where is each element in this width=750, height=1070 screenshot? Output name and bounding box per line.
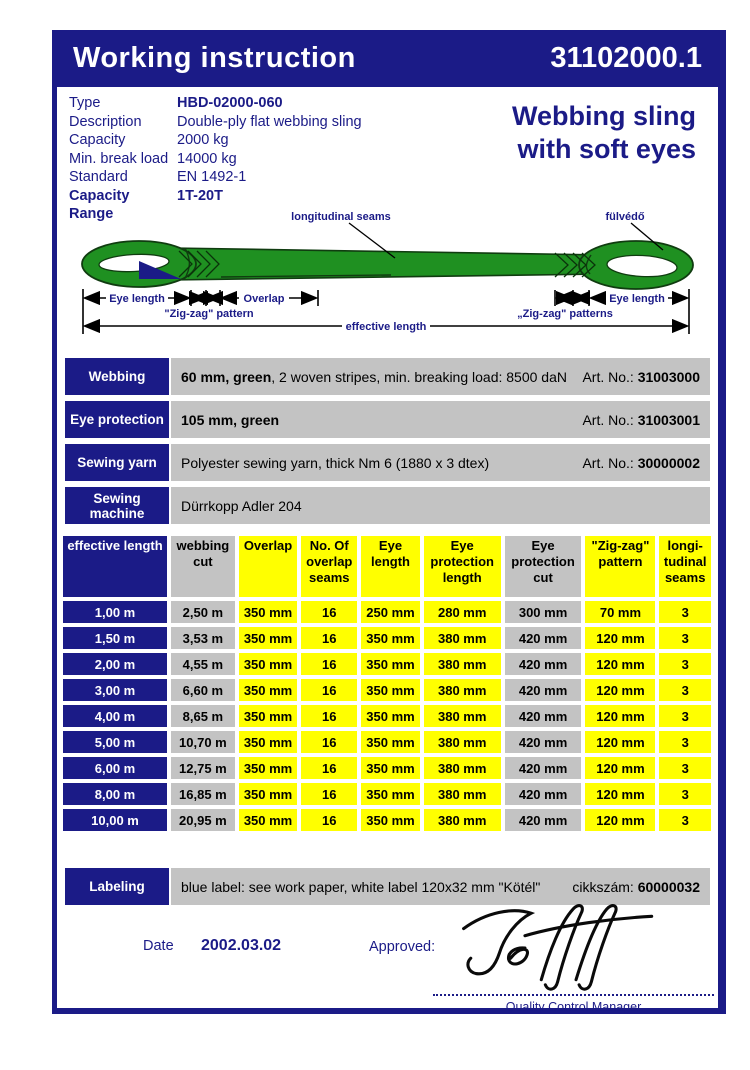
table-cell: 350 mm [361, 705, 420, 727]
table-cell: 420 mm [505, 705, 582, 727]
info-row [69, 150, 449, 169]
table-cell: 10,70 m [171, 731, 235, 753]
label-eye-length-right: Eye length [609, 293, 665, 305]
spec-row [65, 444, 710, 481]
table-cell: 4,55 m [171, 653, 235, 675]
table-cell: 6,60 m [171, 679, 235, 701]
label-zigzag-left: "Zig-zag" pattern [164, 308, 254, 320]
table-cell: 350 mm [239, 601, 298, 623]
table-cell: 350 mm [239, 627, 298, 649]
table-cell: 350 mm [239, 757, 298, 779]
table-cell: 120 mm [585, 757, 655, 779]
table-cell: 3 [659, 783, 711, 805]
table-cell: 16 [301, 679, 357, 701]
sling-diagram-svg [59, 206, 715, 348]
spec-row [65, 358, 710, 395]
spec-label: Sewing machine [65, 487, 169, 524]
product-info-list [69, 94, 449, 224]
table-cell: 16 [301, 783, 357, 805]
table-cell: 2,50 m [171, 601, 235, 623]
table-cell: 420 mm [505, 627, 582, 649]
table-cell: 3 [659, 679, 711, 701]
table-cell: 120 mm [585, 679, 655, 701]
spec-body [171, 487, 710, 524]
spec-art-no: 30000002 [637, 454, 700, 471]
table-cell: 380 mm [424, 679, 501, 701]
table-cell: 3,00 m [63, 679, 167, 701]
header [57, 30, 718, 87]
header-line: effective length [67, 538, 163, 553]
header-line: pattern [598, 554, 643, 569]
label-fulvedo: fülvédő [605, 211, 645, 223]
table-cell: 350 mm [239, 731, 298, 753]
table-cell: 380 mm [424, 705, 501, 727]
info-row [69, 94, 449, 113]
header-line: Eye [450, 538, 474, 553]
table-cell: 2,00 m [63, 653, 167, 675]
info-row [69, 131, 449, 150]
table-header-row [63, 536, 711, 597]
table-cell: 16 [301, 809, 357, 831]
table-cell: 3 [659, 731, 711, 753]
table-cell: 280 mm [424, 601, 501, 623]
table-cell: 4,00 m [63, 705, 167, 727]
table-cell: 3,53 m [171, 627, 235, 649]
table-cell: 120 mm [585, 731, 655, 753]
info-label: Capacity Range [69, 187, 130, 222]
label-zigzag-right: „Zig-zag" patterns [517, 308, 613, 320]
table-cell: 10,00 m [63, 809, 167, 831]
header-line: length [442, 570, 482, 585]
spec-desc [181, 369, 582, 385]
table-cell: 16 [301, 627, 357, 649]
spec-art-label: Art. No.: [582, 411, 638, 428]
table-cell: 350 mm [361, 783, 420, 805]
spec-label: Webbing [65, 358, 169, 395]
header-line: overlap [306, 554, 353, 569]
table-cell: 120 mm [585, 809, 655, 831]
table-row [63, 757, 711, 779]
table-cell: 380 mm [424, 757, 501, 779]
info-value: HBD-02000-060 [177, 95, 283, 111]
table-cell: 6,00 m [63, 757, 167, 779]
label-eye-length-left: Eye length [109, 293, 165, 305]
table-row [63, 601, 711, 623]
spec-art-label: Art. No.: [582, 454, 638, 471]
spec-body [171, 444, 710, 481]
info-value: 1T-20T [177, 187, 223, 204]
header-line: longi- [667, 538, 703, 553]
label-overlap: Overlap [243, 293, 285, 305]
spec-art-no: 31003000 [637, 368, 700, 385]
signature-line [433, 994, 714, 996]
document-frame [52, 30, 726, 1014]
table-cell: 380 mm [424, 809, 501, 831]
table-cell: 350 mm [239, 783, 298, 805]
table-cell: 8,65 m [171, 705, 235, 727]
date-value: 2002.03.02 [201, 937, 282, 954]
table-cell: 300 mm [505, 601, 582, 623]
webbing-band-graphic [82, 241, 693, 289]
table-cell: 3 [659, 809, 711, 831]
table-row [63, 679, 711, 701]
table-cell: 16 [301, 705, 357, 727]
spec-label: Eye protection [65, 401, 169, 438]
info-label: Min. break load [69, 150, 169, 167]
spec-desc-rest: , 2 woven stripes, min. breaking load: 8500 daN [271, 368, 567, 385]
table-cell: 5,00 m [63, 731, 167, 753]
spec-desc-rest: Polyester sewing yarn, thick Nm 6 (1880 x 3 dtex) [181, 454, 490, 471]
table-header-cell [424, 536, 501, 597]
table-cell: 420 mm [505, 653, 582, 675]
signature-strokes [464, 906, 652, 990]
header-line: "Zig-zag" [591, 538, 650, 553]
spec-body [171, 358, 710, 395]
table-cell: 1,50 m [63, 627, 167, 649]
table-cell: 350 mm [361, 757, 420, 779]
header-line: cut [193, 554, 213, 569]
labeling-desc: blue label: see work paper, white label 120x32 mm "Kötél" [181, 878, 541, 895]
table-cell: 420 mm [505, 809, 582, 831]
product-title-line1: Webbing sling [512, 101, 696, 131]
info-section [69, 94, 708, 224]
table-header-cell [301, 536, 357, 597]
table-cell: 8,00 m [63, 783, 167, 805]
header-line: protection [430, 554, 494, 569]
table-cell: 350 mm [239, 809, 298, 831]
table-cell: 120 mm [585, 783, 655, 805]
table-cell: 16 [301, 653, 357, 675]
table-row [63, 783, 711, 805]
table-cell: 16,85 m [171, 783, 235, 805]
labeling-body [171, 868, 710, 905]
product-title-line2: with soft eyes [517, 134, 696, 164]
table-cell: 420 mm [505, 679, 582, 701]
table-cell: 20,95 m [171, 809, 235, 831]
signature [449, 902, 699, 994]
table-cell: 350 mm [361, 679, 420, 701]
table-cell: 70 mm [585, 601, 655, 623]
table-cell: 350 mm [361, 627, 420, 649]
table-cell: 16 [301, 731, 357, 753]
labeling-art: cikkszám: 60000032 [572, 878, 700, 895]
doc-number: 31102000.1 [550, 42, 702, 74]
table-cell: 380 mm [424, 731, 501, 753]
table-cell: 16 [301, 601, 357, 623]
signer-role: Quality Control Manager [505, 1000, 642, 1014]
spec-desc [181, 455, 582, 471]
info-value: 14000 kg [177, 150, 237, 167]
spec-desc-bold: 105 mm, green [181, 411, 280, 428]
table-cell: 3 [659, 627, 711, 649]
table-cell: 3 [659, 601, 711, 623]
table-cell: 3 [659, 653, 711, 675]
approved-label: Approved: [369, 939, 436, 955]
header-line: Eye [378, 538, 403, 553]
table-cell: 120 mm [585, 705, 655, 727]
header-line: Eye [531, 538, 555, 553]
table-cell: 350 mm [361, 731, 420, 753]
table-row [63, 627, 711, 649]
info-label: Type [69, 95, 101, 111]
info-value: EN 1492-1 [177, 169, 247, 185]
spec-art-label: Art. No.: [582, 368, 638, 385]
info-label: Standard [69, 169, 128, 185]
product-title [449, 94, 708, 224]
table-cell: 350 mm [239, 679, 298, 701]
info-label: Description [69, 113, 142, 130]
spec-desc [181, 412, 582, 428]
info-value: 2000 kg [177, 132, 229, 148]
footer [57, 908, 718, 1012]
spec-desc-rest: Dürrkopp Adler 204 [181, 497, 302, 514]
table-header-cell [505, 536, 582, 597]
header-line: seams [664, 570, 706, 585]
table-cell: 16 [301, 757, 357, 779]
header-line: seams [309, 570, 350, 585]
table-cell: 350 mm [361, 653, 420, 675]
table-row [63, 809, 711, 831]
header-line: Overlap [243, 538, 293, 553]
table-cell: 350 mm [361, 809, 420, 831]
spec-art-no: 31003001 [637, 411, 700, 428]
header-line: tudinal [663, 554, 707, 569]
table-cell: 1,00 m [63, 601, 167, 623]
table-cell: 350 mm [239, 705, 298, 727]
labeling-label: Labeling [65, 868, 169, 905]
date-label: Date [143, 938, 174, 954]
spec-art [582, 455, 700, 471]
header-line: length [370, 554, 410, 569]
table-cell: 120 mm [585, 653, 655, 675]
table-header-cell [171, 536, 235, 597]
label-effective-length: effective length [345, 321, 427, 333]
table-cell: 380 mm [424, 653, 501, 675]
header-line: No. Of [309, 538, 349, 553]
spec-body [171, 401, 710, 438]
page-title: Working instruction [73, 42, 356, 74]
table-header-cell [361, 536, 420, 597]
header-line: protection [511, 554, 575, 569]
info-row [69, 168, 449, 187]
sling-diagram [59, 206, 715, 348]
table-cell: 380 mm [424, 783, 501, 805]
spec-label: Sewing yarn [65, 444, 169, 481]
spec-row [65, 487, 710, 524]
table-cell: 3 [659, 705, 711, 727]
table-cell: 120 mm [585, 627, 655, 649]
table-cell: 12,75 m [171, 757, 235, 779]
table-header-cell [659, 536, 711, 597]
spec-art [582, 412, 700, 428]
labeling-art-no: 60000032 [637, 878, 700, 895]
info-label: Capacity [69, 132, 126, 148]
table-header-cell [585, 536, 655, 597]
table-header-cell [239, 536, 298, 597]
table-cell: 420 mm [505, 731, 582, 753]
table-cell: 380 mm [424, 627, 501, 649]
table-cell: 350 mm [239, 653, 298, 675]
labeling-row [65, 868, 710, 905]
table-cell: 420 mm [505, 757, 582, 779]
table-row [63, 731, 711, 753]
header-line: webbing [176, 538, 230, 553]
table-cell: 420 mm [505, 783, 582, 805]
table-row [63, 705, 711, 727]
spec-rows [65, 358, 710, 530]
table-row [63, 653, 711, 675]
info-value: Double-ply flat webbing sling [177, 113, 362, 130]
table-header-cell [63, 536, 167, 597]
spec-row [65, 401, 710, 438]
header-line: cut [533, 570, 553, 585]
spec-desc-bold: 60 mm, green [181, 368, 272, 385]
table-cell: 3 [659, 757, 711, 779]
spec-art [582, 369, 700, 385]
table-cell: 250 mm [361, 601, 420, 623]
label-longitudinal-seams: longitudinal seams [291, 211, 391, 223]
info-row [69, 113, 449, 132]
parameters-table [59, 532, 715, 835]
spec-desc [181, 498, 700, 514]
